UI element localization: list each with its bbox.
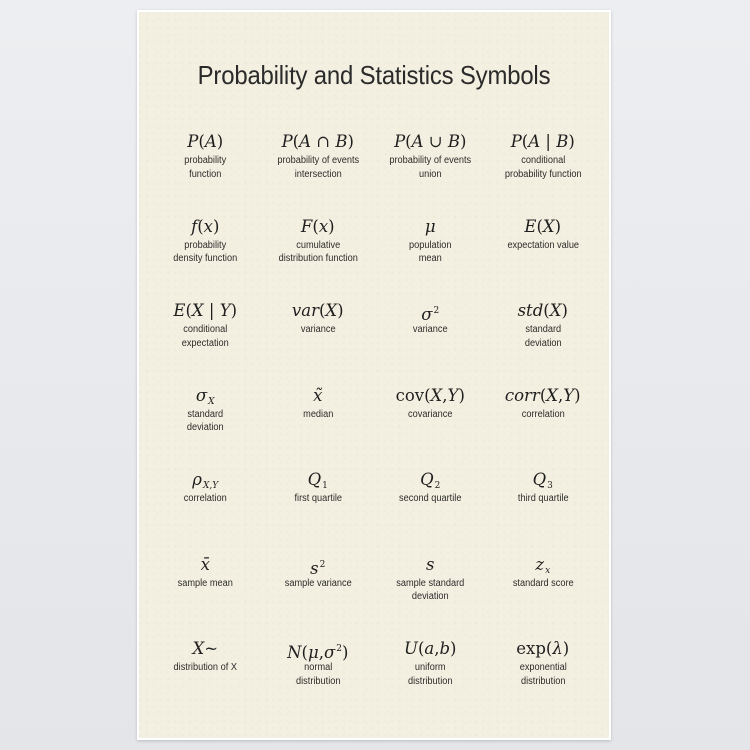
- math-symbol: x̄: [200, 554, 210, 574]
- symbol-label: correlation: [183, 493, 227, 504]
- symbol-cell: [487, 637, 600, 722]
- symbol-cell: [262, 299, 375, 384]
- symbol-cell: [487, 130, 600, 215]
- math-symbol: U(a,b): [404, 639, 457, 658]
- symbol-label: conditional probability function: [504, 155, 582, 180]
- math-symbol: $Q_2$: [420, 470, 441, 491]
- symbol-cell: [374, 384, 487, 469]
- symbol-cell: [149, 215, 262, 300]
- symbol-cell: [262, 637, 375, 722]
- symbol-cell: [262, 553, 375, 638]
- symbol-label: second quartile: [399, 493, 462, 504]
- symbol-cell: [149, 468, 262, 553]
- math-symbol: corr(X,Y): [504, 385, 581, 405]
- symbol-label: probability of events intersection: [276, 155, 359, 180]
- symbol-cell: [374, 299, 487, 384]
- symbol-cell: [487, 553, 600, 638]
- symbol-cell: [487, 468, 600, 553]
- symbol-cell: [374, 130, 487, 215]
- symbol-cell: [262, 468, 375, 553]
- math-symbol: P(A ∩ B): [281, 132, 354, 151]
- math-symbol: P(A): [187, 132, 224, 151]
- symbol-cell: [262, 384, 375, 469]
- symbol-cell: [149, 130, 262, 215]
- symbol-grid: [149, 130, 599, 722]
- symbol-cell: [374, 637, 487, 722]
- math-symbol: std(X): [517, 301, 568, 320]
- poster-paper: [139, 12, 609, 738]
- symbol-label: standard score: [512, 577, 574, 589]
- symbol-label: correlation: [521, 408, 565, 420]
- symbol-label: third quartile: [517, 493, 569, 504]
- math-symbol: x̃: [313, 385, 323, 405]
- symbol-cell: [262, 215, 375, 300]
- symbol-label: normal distribution: [295, 662, 340, 687]
- math-symbol: F(x): [300, 216, 335, 236]
- symbol-label: expectation value: [506, 239, 579, 251]
- symbol-cell: [149, 384, 262, 469]
- math-symbol: $\sigma^2$: [421, 305, 440, 324]
- math-symbol: $s^2$: [310, 558, 326, 578]
- symbol-label: distribution of X: [173, 662, 237, 673]
- symbol-label: probability of events union: [389, 155, 472, 180]
- symbol-cell: [374, 468, 487, 553]
- symbol-cell: [374, 215, 487, 300]
- symbol-label: first quartile: [293, 493, 342, 504]
- math-symbol: f(x): [191, 216, 220, 236]
- symbol-label: probability density function: [173, 239, 238, 264]
- symbol-cell: [487, 384, 600, 469]
- symbol-label: probability function: [184, 155, 227, 180]
- poster-title: Probability and Statistics Symbols: [197, 60, 551, 90]
- math-symbol: var(X): [291, 301, 344, 320]
- symbol-label: conditional expectation: [181, 324, 229, 349]
- symbol-cell: [487, 299, 600, 384]
- math-symbol: E(X | Y): [173, 301, 238, 320]
- symbol-label: sample variance: [284, 577, 352, 589]
- math-symbol: $\sigma_X$: [195, 385, 215, 407]
- math-symbol: $Q_3$: [532, 470, 553, 491]
- math-symbol: P(A ∪ B): [394, 132, 467, 151]
- symbol-label: standard deviation: [186, 408, 224, 433]
- math-symbol: P(A | B): [510, 132, 575, 151]
- symbol-label: exponential distribution: [519, 662, 567, 687]
- symbol-label: sample mean: [177, 577, 233, 589]
- symbol-cell: [149, 299, 262, 384]
- symbol-label: variance: [412, 324, 448, 335]
- symbol-label: uniform distribution: [407, 662, 453, 687]
- symbol-label: sample standard deviation: [396, 577, 465, 602]
- symbol-cell: [149, 637, 262, 722]
- symbol-label: median: [302, 408, 333, 420]
- symbol-label: population mean: [409, 239, 452, 264]
- math-symbol: X~: [192, 639, 219, 658]
- symbol-cell: [374, 553, 487, 638]
- math-symbol: $\rho_{X,Y}$: [192, 470, 219, 491]
- math-symbol: $z_x$: [535, 554, 551, 576]
- symbol-cell: [487, 215, 600, 300]
- math-symbol: $Q_1$: [307, 470, 328, 491]
- symbol-label: variance: [300, 324, 336, 335]
- math-symbol: cov(X,Y): [395, 385, 465, 405]
- symbol-label: cumulative distribution function: [278, 239, 358, 264]
- symbol-label: standard deviation: [524, 324, 562, 349]
- poster-frame: [137, 10, 611, 740]
- math-symbol: μ: [424, 216, 436, 236]
- math-symbol: exp(λ): [516, 639, 570, 658]
- math-symbol: $N(\mu,\sigma^2)$: [287, 643, 349, 662]
- math-symbol: E(X): [524, 216, 562, 236]
- symbol-cell: [262, 130, 375, 215]
- symbol-cell: [149, 553, 262, 638]
- symbol-label: covariance: [407, 408, 453, 420]
- math-symbol: s: [426, 554, 435, 574]
